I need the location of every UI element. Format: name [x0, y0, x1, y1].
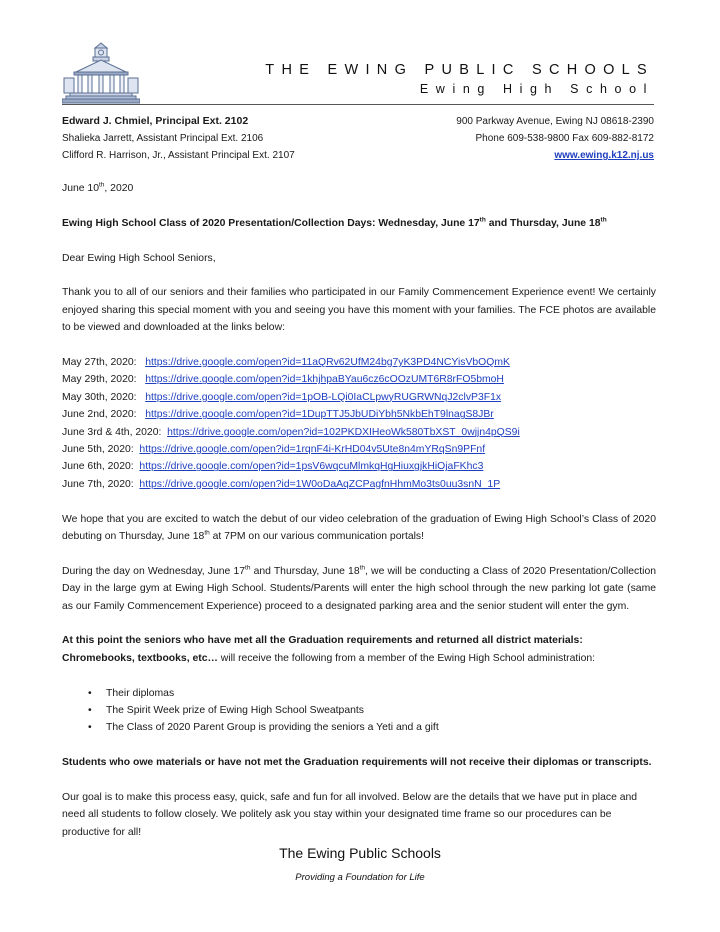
photo-link-date: June 3rd & 4th, 2020: — [62, 426, 168, 438]
photo-link-date: May 29th, 2020: — [62, 374, 146, 386]
photo-drive-link[interactable]: https://drive.google.com/open?id=1rqnF4i-KrHD04v5Ute8n4mYRqSn9PFnf — [139, 444, 486, 456]
photo-drive-link[interactable]: https://drive.google.com/open?id=102PKDXIHeoWk580TbXST_0wjjn4pQS9i — [167, 426, 520, 438]
footer-district-name: The Ewing Public Schools — [279, 845, 441, 861]
school-contact — [456, 113, 654, 164]
assistant-principal-line: Clifford R. Harrison, Jr., Assistant Principal Ext. 2107 — [62, 150, 295, 161]
photo-drive-link[interactable]: https://drive.google.com/open?id=1W0oDaAqZCPagfnHhmMo3ts0uu3snN_1P — [139, 478, 501, 490]
photo-link-list — [62, 354, 656, 493]
items-received-list — [62, 685, 656, 737]
thanks-paragraph: Thank you to all of our seniors and their families who participated in our Family Commencement Experience event! We certainly enjoyed sharing this special moment with you and seeing you have this moment with your families. The FCE photos are available to be viewed and downloaded at the links below: — [62, 287, 656, 334]
photo-link-date: June 7th, 2020: — [62, 478, 140, 490]
website-link[interactable]: www.ewing.k12.nj.us — [554, 150, 654, 161]
bullet-icon: • — [88, 722, 92, 734]
letter-body — [62, 180, 656, 859]
photo-link-date: May 27th, 2020: — [62, 357, 146, 368]
bullet-icon: • — [88, 687, 92, 699]
school-name: Ewing High School — [419, 82, 654, 96]
photo-link-row — [62, 476, 656, 493]
photo-link-row — [62, 354, 656, 371]
list-item — [88, 719, 656, 736]
salutation: Dear Ewing High School Seniors, — [62, 252, 216, 264]
owe-materials-notice: Students who owe materials or have not met the Graduation requirements will not receive their diplomas or transcripts. — [62, 757, 652, 769]
collection-days-paragraph: During the day on Wednesday, June 17th and Thursday, June 18th, we will be conducting a Class of 2020 Presentation/Collection Day in the large gym at Ewing High School. Students/Parents will enter the high school through the new parking lot gate (same as our Family Commencement Experience) proceed to a designated parking area and the senior student will enter the gym. — [62, 564, 656, 612]
photo-drive-link[interactable]: https://drive.google.com/open?id=1psV6wqcuMlmkqHgHiuxgjkHiOjaFKhc3 — [139, 461, 484, 473]
letter-subject: Ewing High School Class of 2020 Presentation/Collection Days: Wednesday, June 17th and Thursday, June 18th — [62, 216, 607, 229]
assistant-principal-line: Shalieka Jarrett, Assistant Principal Ext. 2106 — [62, 133, 264, 144]
goal-paragraph: Our goal is to make this process easy, quick, safe and fun for all involved. Below are the details that we have put in place and need all students to follow closely. We politely ask you stay within your designated time frame so our procedures can be productive for all! — [62, 792, 638, 838]
photo-link-row — [62, 406, 656, 423]
staff-directory — [62, 113, 295, 164]
list-item — [88, 685, 656, 702]
photo-link-date: May 30th, 2020: — [62, 391, 146, 403]
photo-drive-link[interactable]: https://drive.google.com/open?id=11aQRv62UfM24bg7yK3PD4NCYisVbOQmK — [145, 357, 510, 368]
photo-link-date: June 2nd, 2020: — [62, 409, 146, 421]
school-building-logo-icon — [62, 42, 140, 104]
bullet-icon: • — [88, 705, 92, 717]
footer-tagline: Providing a Foundation for Life — [295, 872, 425, 883]
requirements-paragraph: At this point the seniors who have met all the Graduation requirements and returned all district materials: Chromebooks, textbooks, etc… will receive the following from a member of the Ewing High School administration: — [62, 635, 596, 664]
photo-drive-link[interactable]: https://drive.google.com/open?id=1khjhpaBYau6cz6cOOzUMT6R8rFO5bmoH — [145, 374, 504, 386]
school-address: 900 Parkway Avenue, Ewing NJ 08618-2390 — [456, 116, 654, 127]
list-item-text: Their diplomas — [106, 687, 175, 699]
letterhead-divider — [62, 104, 654, 105]
photo-drive-link[interactable]: https://drive.google.com/open?id=1DupTTJ5JbUDiYbh5NkbEhT9lnagS8JBr — [145, 409, 494, 421]
photo-link-row — [62, 424, 656, 441]
letter-date: June 10th, 2020 — [62, 181, 134, 194]
photo-link-row — [62, 389, 656, 406]
list-item — [88, 702, 656, 719]
list-item-text: The Spirit Week prize of Ewing High School Sweatpants — [106, 705, 364, 717]
photo-link-date: June 6th, 2020: — [62, 461, 140, 473]
video-paragraph: We hope that you are excited to watch the debut of our video celebration of the graduation of Ewing High School’s Class of 2020 debuting on Thursday, June 18th at 7PM on our various communication portals! — [62, 513, 656, 543]
district-name: THE EWING PUBLIC SCHOOLS — [265, 62, 654, 78]
photo-link-date: June 5th, 2020: — [62, 444, 140, 456]
phone-fax: Phone 609-538-9800 Fax 609-882-8172 — [475, 133, 654, 144]
photo-link-row — [62, 458, 656, 475]
photo-drive-link[interactable]: https://drive.google.com/open?id=1pOB-LQi0IaCLpwyRUGRWNqJ2clvP3F1x — [145, 391, 502, 403]
list-item-text: The Class of 2020 Parent Group is providing the seniors a Yeti and a gift — [106, 722, 439, 734]
principal-line: Edward J. Chmiel, Principal Ext. 2102 — [62, 115, 249, 127]
photo-link-row — [62, 441, 656, 458]
photo-link-row — [62, 371, 656, 388]
